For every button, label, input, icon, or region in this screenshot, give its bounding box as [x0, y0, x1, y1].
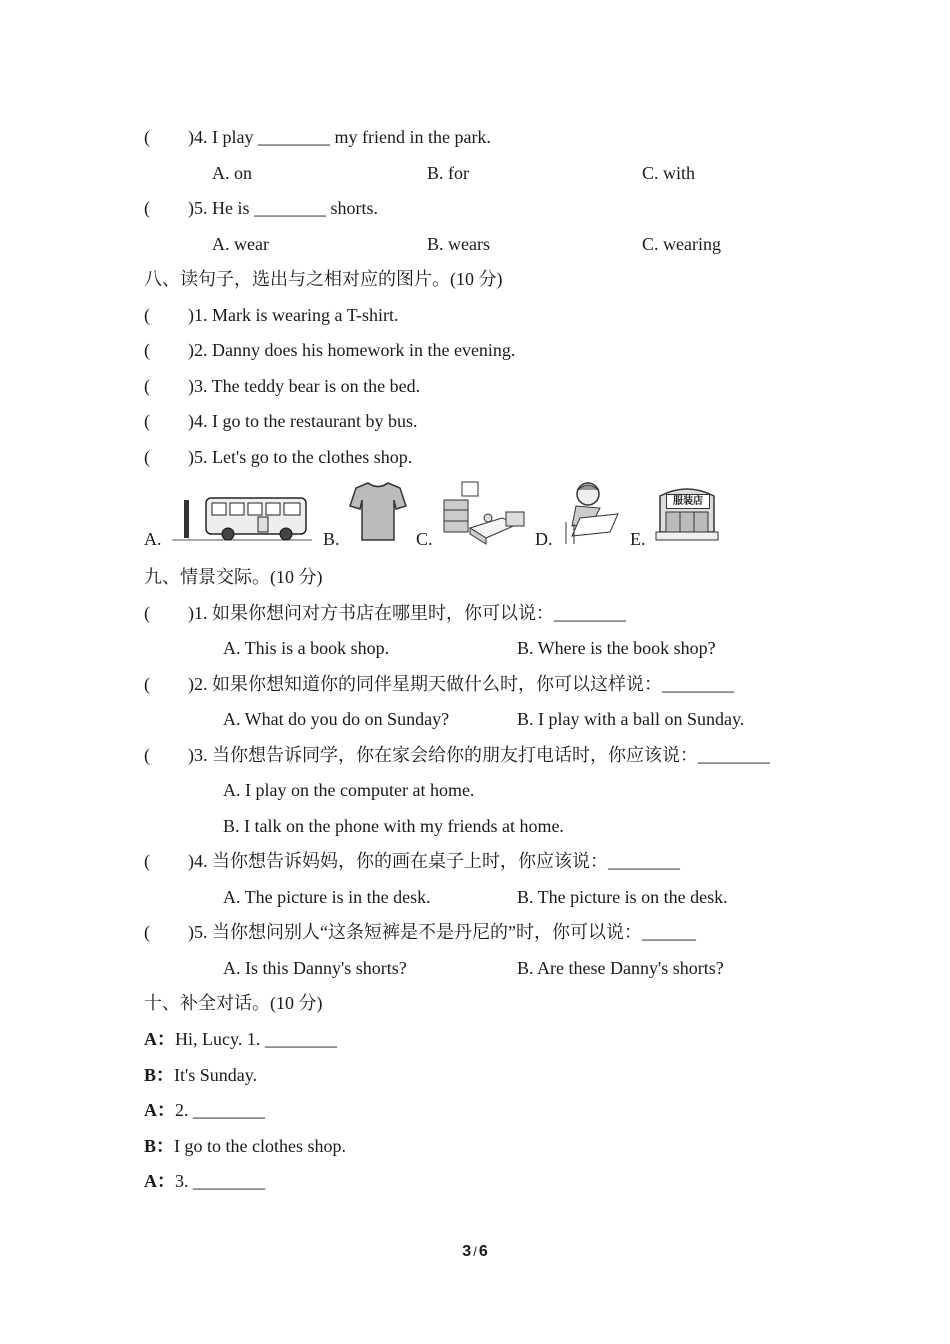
question-8-2: [144, 339, 515, 361]
option-b: B. I talk on the phone with my friends at home.: [223, 816, 564, 836]
question-text: )4. I go to the restaurant by bus.: [188, 411, 418, 431]
dialogue-text: 2. ________: [175, 1100, 265, 1120]
question-text: )3. The teddy bear is on the bed.: [188, 376, 421, 396]
option-a: A. What do you do on Sunday?: [223, 709, 450, 729]
shop-building-icon: [654, 482, 720, 544]
speaker: A: [144, 1029, 157, 1049]
current-page: 3: [462, 1243, 472, 1260]
option-b: B. I play with a ball on Sunday.: [517, 709, 745, 729]
question-8-4: [144, 410, 417, 432]
boy-homework-icon: [556, 478, 622, 546]
option-c: C. with: [642, 163, 696, 183]
question-text: )2. 如果你想知道你的同伴星期天做什么时，你可以这样说：________: [188, 674, 734, 694]
question-9-1: [144, 602, 626, 624]
option-a: A. This is a book shop.: [223, 638, 390, 658]
speaker: A: [144, 1100, 157, 1120]
answer-paren[interactable]: (: [144, 305, 150, 325]
option-a: A. The picture is in the desk.: [223, 887, 431, 907]
speaker: B: [144, 1065, 157, 1085]
answer-paren[interactable]: (: [144, 447, 150, 467]
answer-paren[interactable]: (: [144, 411, 150, 431]
dialogue-text: 3. ________: [175, 1171, 265, 1191]
question-text: )4. 当你想告诉妈妈，你的画在桌子上时，你应该说：________: [188, 851, 680, 871]
question-8-5: [144, 446, 412, 468]
tshirt-icon: [348, 480, 408, 544]
question-9-5: [144, 921, 696, 943]
dialogue-text: I go to the clothes shop.: [174, 1136, 346, 1156]
clothes-shop-icon: [654, 482, 720, 544]
picture-label-e: E.: [630, 529, 646, 549]
question-8-3: [144, 375, 420, 397]
dialogue-text: It's Sunday.: [174, 1065, 258, 1085]
option-c: C. wearing: [642, 234, 721, 254]
answer-paren[interactable]: (: [144, 198, 150, 218]
option-b: B. Are these Danny's shorts?: [517, 958, 724, 978]
answer-paren[interactable]: (: [144, 603, 150, 623]
picture-label-a: A.: [144, 529, 162, 549]
question-text: )4. I play ________ my friend in the park.: [188, 127, 491, 147]
question-text: )5. 当你想问别人“这条短裤是不是丹尼的”时，你可以说：______: [188, 922, 696, 942]
answer-paren[interactable]: (: [144, 127, 150, 147]
option-b: B. Where is the book shop?: [517, 638, 716, 658]
question-text: )1. Mark is wearing a T-shirt.: [188, 305, 399, 325]
question-9-4: [144, 850, 680, 872]
option-b: B. wears: [427, 234, 490, 254]
dialogue-line: B：I go to the clothes shop.: [144, 1136, 346, 1156]
question-text: )3. 当你想告诉同学，你在家会给你的朋友打电话时，你应该说：________: [188, 745, 770, 765]
option-a: A. I play on the computer at home.: [223, 780, 475, 800]
dialogue-line: A：2. ________: [144, 1100, 265, 1120]
dialogue-line: A：Hi, Lucy. 1. ________: [144, 1029, 337, 1049]
picture-label-c: C.: [416, 529, 433, 549]
dialogue-line: B：It's Sunday.: [144, 1065, 258, 1085]
question-text: )1. 如果你想问对方书店在哪里时，你可以说：________: [188, 603, 626, 623]
answer-paren[interactable]: (: [144, 340, 150, 360]
section-9-heading: 九、情景交际。(10 分): [144, 567, 323, 587]
option-b: B. for: [427, 163, 469, 183]
answer-paren[interactable]: (: [144, 851, 150, 871]
picture-label-b: B.: [323, 529, 340, 549]
question-7-4: [144, 126, 491, 148]
option-a: A. on: [212, 163, 252, 183]
answer-paren[interactable]: (: [144, 922, 150, 942]
dialogue-line: A：3. ________: [144, 1171, 265, 1191]
total-pages: 6: [478, 1243, 488, 1260]
option-a: A. wear: [212, 234, 269, 254]
question-9-3: [144, 744, 770, 766]
picture-label-d: D.: [535, 529, 553, 549]
dialogue-text: Hi, Lucy. 1. ________: [175, 1029, 337, 1049]
question-text: )5. He is ________ shorts.: [188, 198, 378, 218]
bedroom-icon: [440, 478, 528, 546]
page-number: [0, 1243, 950, 1261]
section-8-heading: 八、读句子，选出与之相对应的图片。(10 分): [144, 269, 503, 289]
shop-sign: 服装店: [666, 494, 710, 509]
question-9-2: [144, 673, 734, 695]
answer-paren[interactable]: (: [144, 674, 150, 694]
section-10-heading: 十、补全对话。(10 分): [144, 993, 323, 1013]
page-separator: /: [473, 1244, 477, 1259]
question-text: )5. Let's go to the clothes shop.: [188, 447, 413, 467]
answer-paren[interactable]: (: [144, 745, 150, 765]
answer-paren[interactable]: (: [144, 376, 150, 396]
speaker: B: [144, 1136, 157, 1156]
speaker: A: [144, 1171, 157, 1191]
question-text: )2. Danny does his homework in the evening.: [188, 340, 516, 360]
option-b: B. The picture is on the desk.: [517, 887, 728, 907]
bus-icon: [172, 490, 312, 546]
question-8-1: [144, 304, 398, 326]
question-7-5: [144, 197, 378, 219]
option-a: A. Is this Danny's shorts?: [223, 958, 407, 978]
